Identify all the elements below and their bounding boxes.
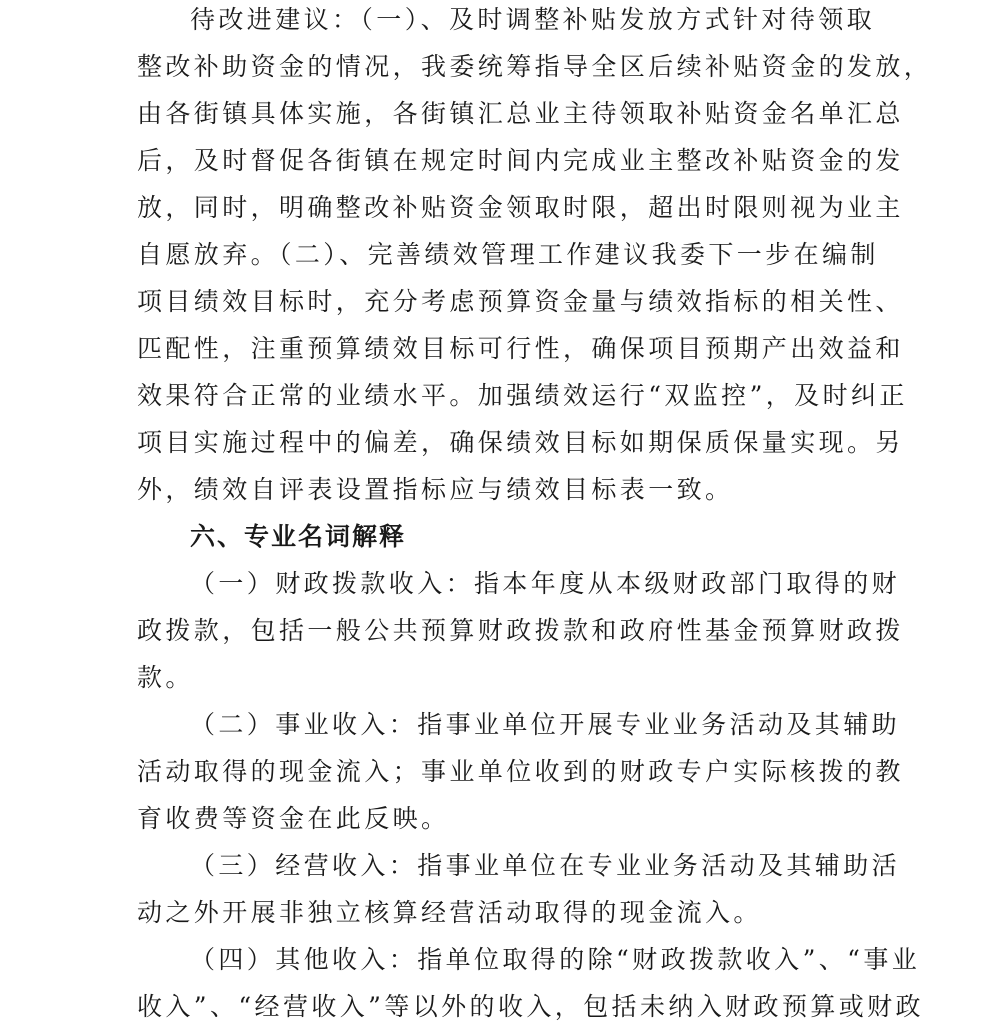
paragraph-line: 整改补助资金的情况，我委统筹指导全区后续补贴资金的发放， — [137, 52, 933, 81]
paragraph-line: 自愿放弃。（二）、完善绩效管理工作建议我委下一步在编制 — [137, 240, 879, 269]
paragraph-line: （二）事业收入：指事业单位开展专业业务活动及其辅助 — [190, 710, 901, 739]
paragraph-line: 效果符合正常的业绩水平。加强绩效运行“双监控”，及时纠正 — [137, 381, 908, 410]
paragraph-line: 外，绩效自评表设置指标应与绩效目标表一致。 — [137, 475, 734, 504]
section-heading: 六、专业名词解释 — [190, 522, 407, 551]
paragraph-line: 放，同时，明确整改补贴资金领取时限，超出时限则视为业主 — [137, 193, 904, 222]
paragraph-line: 款。 — [137, 663, 194, 692]
paragraph-line: 收入”、“经营收入”等以外的收入，包括未纳入财政预算或财政 — [137, 992, 924, 1021]
paragraph-line: 育收费等资金在此反映。 — [137, 804, 450, 833]
paragraph-line: （四）其他收入：指单位取得的除“财政拨款收入”、“事业 — [190, 945, 921, 974]
paragraph-line: 动之外开展非独立核算经营活动取得的现金流入。 — [137, 898, 762, 927]
paragraph-line: 由各街镇具体实施，各街镇汇总业主待领取补贴资金名单汇总 — [137, 99, 904, 128]
paragraph-line: 后，及时督促各街镇在规定时间内完成业主整改补贴资金的发 — [137, 146, 904, 175]
paragraph-line: 政拨款，包括一般公共预算财政拨款和政府性基金预算财政拨 — [137, 616, 904, 645]
paragraph-line: 待改进建议：（一）、及时调整补贴发放方式针对待领取 — [190, 5, 876, 34]
paragraph-line: （一）财政拨款收入：指本年度从本级财政部门取得的财 — [190, 569, 901, 598]
paragraph-line: （三）经营收入：指事业单位在专业业务活动及其辅助活 — [190, 851, 901, 880]
paragraph-line: 项目实施过程中的偏差，确保绩效目标如期保质保量实现。另 — [137, 428, 904, 457]
paragraph-line: 活动取得的现金流入；事业单位收到的财政专户实际核拨的教 — [137, 757, 904, 786]
paragraph-line: 匹配性，注重预算绩效目标可行性，确保项目预期产出效益和 — [137, 334, 904, 363]
paragraph-line: 项目绩效目标时，充分考虑预算资金量与绩效指标的相关性、 — [137, 287, 904, 316]
